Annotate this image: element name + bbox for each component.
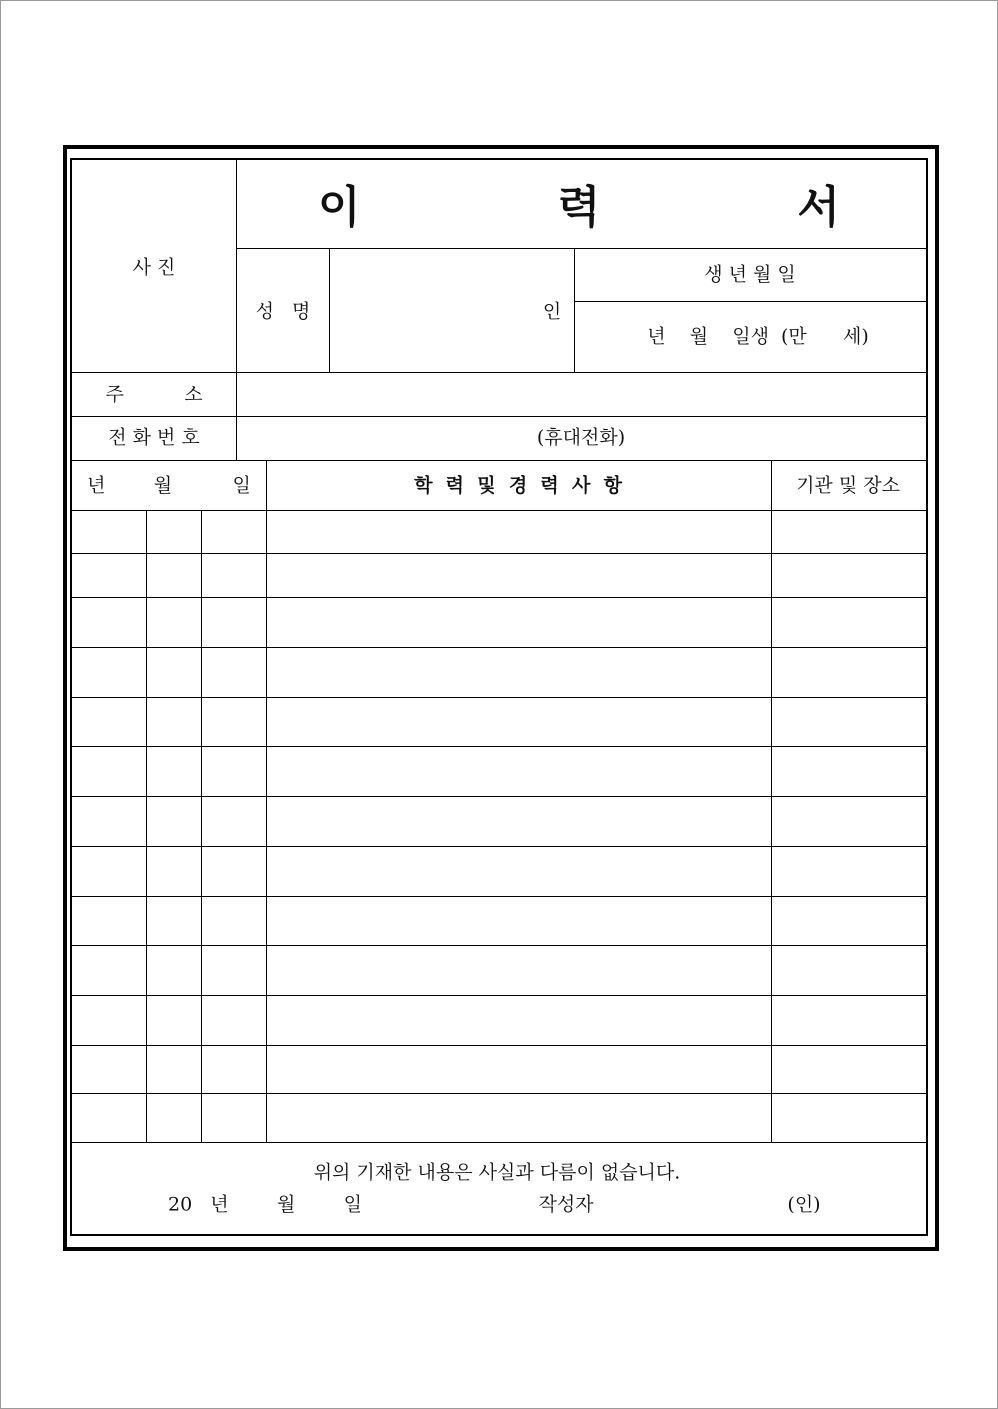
table-header-top-line [72,460,926,461]
name-label-divider [329,248,330,372]
table-bottom-line [72,1142,926,1143]
table-row-line [72,846,926,847]
page-title: 이 력 서 [318,182,844,233]
table-row-line [72,796,926,797]
address-top-line [72,372,926,373]
birth-header: 생 년 월 일 [704,263,796,286]
mobile-label: (휴대전화) [536,426,626,449]
photo-label: 사 진 [132,256,176,279]
name-label: 성 명 [255,300,311,323]
table-row-line [72,995,926,996]
year-month-divider [146,510,147,1142]
table-row-line [72,746,926,747]
declaration: 위의 기재한 내용은 사실과 다름이 없습니다. [313,1161,681,1184]
author-label: 작성자 [538,1193,594,1216]
phone-top-line [72,416,926,417]
birth-value: 년 월 일생 (만 세) [647,325,869,348]
date-column-header: 년 월 일 [87,474,251,497]
month-day-divider [201,510,202,1142]
phone-label: 전 화 번 호 [108,426,200,449]
table-row-line [72,896,926,897]
seal-mark: 인 [542,300,562,323]
title-bottom-line [236,248,926,249]
sign-date: 20 년 월 일 [168,1193,362,1216]
date-column-divider [266,460,267,1142]
table-row-line [72,597,926,598]
table-row-line [72,945,926,946]
table-row-line [72,1045,926,1046]
address-label: 주 소 [105,383,203,406]
birth-divider [574,301,926,302]
table-row-line [72,697,926,698]
name-field-divider [574,248,575,372]
history-column-header: 학 력 및 경 력 사 항 [414,474,622,497]
institution-column-divider [771,460,772,1142]
table-row-line [72,647,926,648]
table-row-line [72,1093,926,1094]
institution-column-header: 기관 및 장소 [796,474,900,497]
table-row-line [72,553,926,554]
author-seal: (인) [787,1193,821,1216]
